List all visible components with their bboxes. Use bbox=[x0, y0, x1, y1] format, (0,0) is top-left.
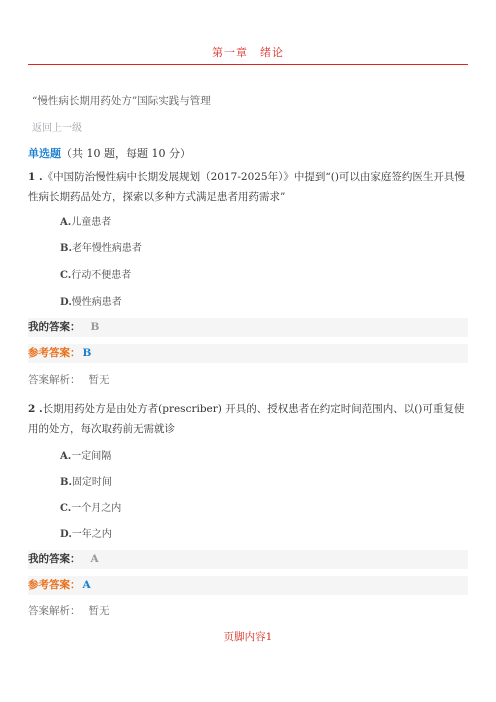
option-d[interactable] bbox=[60, 525, 112, 540]
analysis-value: 暂无 bbox=[88, 374, 110, 386]
analysis-row bbox=[28, 602, 468, 621]
option-letter: D. bbox=[60, 297, 72, 308]
question-2 bbox=[28, 399, 470, 439]
option-letter: C. bbox=[60, 503, 72, 514]
question-text: 《中国防治慢性病中长期发展规划（2017-2025年）》中提到“()可以由家庭签约医生开具慢性病长期药品处方，探索以多种方式满足患者用药需求” bbox=[28, 171, 465, 203]
question-type-label: 单选题 bbox=[28, 147, 61, 160]
question-number: 2 . bbox=[28, 403, 43, 415]
option-letter: A. bbox=[60, 451, 72, 462]
section-title: “慢性病长期用药处方”国际实践与管理 bbox=[32, 95, 211, 107]
my-answer-row bbox=[28, 318, 468, 337]
option-c[interactable] bbox=[60, 499, 121, 514]
analysis-value: 暂无 bbox=[88, 605, 110, 617]
analysis-row bbox=[28, 371, 468, 390]
my-answer-value: B bbox=[90, 321, 100, 333]
reference-answer-row bbox=[28, 344, 468, 363]
option-text: 一定间隔 bbox=[71, 451, 112, 462]
analysis-label: 答案解析： bbox=[28, 605, 81, 617]
my-answer-label: 我的答案： bbox=[28, 553, 81, 565]
reference-answer-label: 参考答案： bbox=[28, 579, 81, 591]
page-footer: 页脚内容1 bbox=[223, 631, 273, 643]
header-divider bbox=[28, 64, 468, 65]
chapter-title: 第一章 绪论 bbox=[212, 46, 284, 59]
reference-answer-row bbox=[28, 576, 468, 595]
option-text: 固定时间 bbox=[71, 477, 112, 488]
question-text: 长期用药处方是由处方者(prescriber) 开具的、授权患者在约定时间范围内、以()可重复使用的处方，每次取药前无需就诊 bbox=[28, 403, 465, 435]
option-text: 一年之内 bbox=[71, 529, 112, 540]
question-type-heading bbox=[28, 145, 191, 161]
question-number: 1 . bbox=[28, 171, 43, 183]
option-c[interactable] bbox=[60, 266, 131, 281]
option-a[interactable] bbox=[60, 447, 111, 462]
option-b[interactable] bbox=[60, 239, 142, 254]
my-answer-row bbox=[28, 550, 468, 569]
question-type-info: （共 10 题，每题 10 分） bbox=[61, 147, 191, 160]
reference-answer-label: 参考答案： bbox=[28, 347, 81, 359]
option-letter: B. bbox=[60, 243, 72, 254]
question-1 bbox=[28, 167, 470, 207]
my-answer-label: 我的答案： bbox=[28, 321, 81, 333]
option-d[interactable] bbox=[60, 293, 122, 308]
reference-answer-value: B bbox=[82, 347, 92, 359]
option-letter: A. bbox=[60, 217, 72, 228]
my-answer-value: A bbox=[90, 553, 99, 565]
analysis-label: 答案解析： bbox=[28, 374, 81, 386]
option-letter: B. bbox=[60, 477, 72, 488]
option-text: 慢性病患者 bbox=[71, 297, 122, 308]
option-letter: C. bbox=[60, 270, 72, 281]
option-letter: D. bbox=[60, 529, 72, 540]
option-text: 一个月之内 bbox=[71, 503, 122, 514]
option-text: 老年慢性病患者 bbox=[71, 243, 142, 254]
option-a[interactable] bbox=[60, 213, 111, 228]
option-text: 行动不便患者 bbox=[71, 270, 132, 281]
back-link[interactable]: 返回上一级 bbox=[32, 123, 82, 134]
option-text: 儿童患者 bbox=[71, 217, 112, 228]
option-b[interactable] bbox=[60, 473, 112, 488]
reference-answer-value: A bbox=[82, 579, 91, 591]
